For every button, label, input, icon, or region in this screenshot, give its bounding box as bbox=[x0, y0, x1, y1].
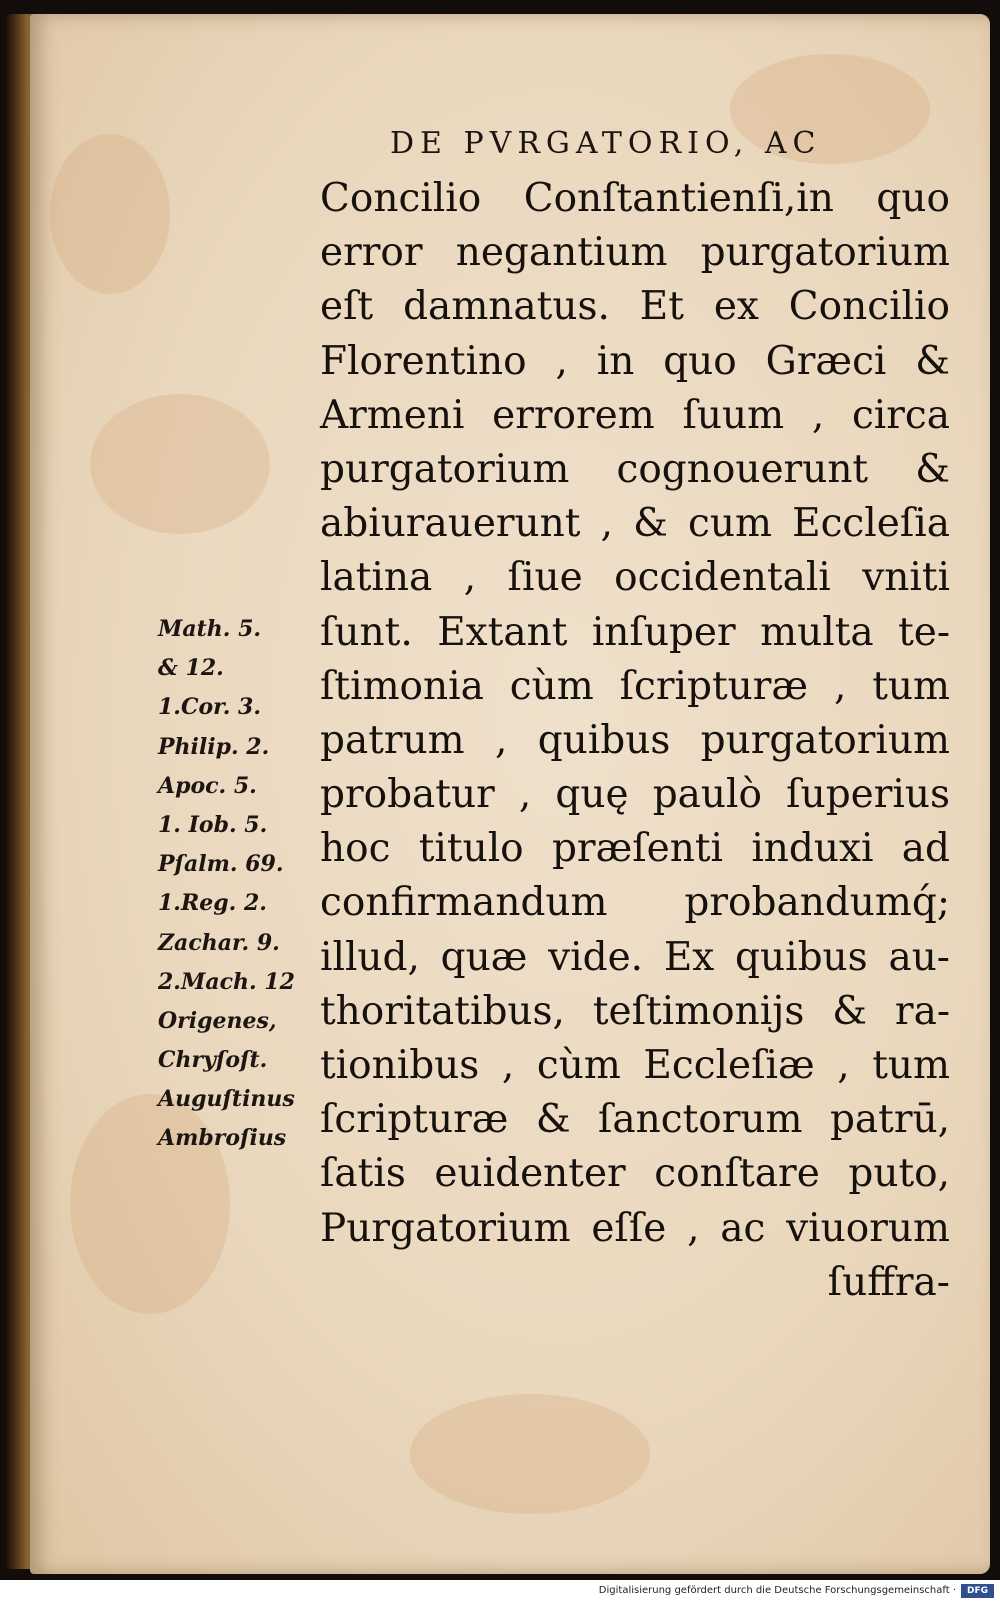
text-line: Armeni errorem ſuum , circa bbox=[320, 392, 950, 438]
margin-note: Math. 5. bbox=[158, 616, 262, 642]
body-text bbox=[320, 172, 950, 1310]
margin-note: Origenes, bbox=[158, 1007, 277, 1034]
text-line: ſcripturæ & ſanctorum patrū, bbox=[320, 1097, 950, 1143]
paper-stain bbox=[90, 394, 270, 534]
margin-note: 1.Reg. 2. bbox=[158, 890, 267, 917]
text-line: ſtimonia cùm ſcripturæ , tum bbox=[320, 663, 950, 709]
text-line: thoritatibus, teſtimonijs & ra- bbox=[320, 988, 950, 1034]
text-line: probatur , quę paulò ſuperius bbox=[320, 772, 950, 818]
margin-note: 1. Iob. 5. bbox=[158, 811, 268, 838]
text-line: patrum , quibus purgatorium bbox=[320, 717, 950, 763]
margin-note: Auguſtinus bbox=[158, 1086, 295, 1113]
digitization-credit: Digitalisierung gefördert durch die Deutsche Forschungsgemeinschaft · bbox=[598, 1585, 956, 1596]
text-line: hoc titulo præſenti induxi ad bbox=[320, 826, 950, 872]
text-line: Concilio Conſtantienſi,in quo bbox=[320, 176, 950, 221]
book-page bbox=[30, 14, 990, 1574]
catchword: ſuffra- bbox=[827, 1259, 950, 1305]
text-line: ſatis euidenter conſtare puto, bbox=[320, 1151, 950, 1197]
margin-notes bbox=[158, 610, 318, 1159]
text-line: ſunt. Extant inſuper multa te- bbox=[320, 609, 950, 655]
margin-note: Ambroſius bbox=[158, 1125, 287, 1152]
dfg-logo: DFG bbox=[961, 1584, 994, 1598]
text-line: latina , ſiue occidentali vniti bbox=[320, 555, 950, 601]
text-line: illud, quæ vide. Ex quibus au- bbox=[320, 934, 950, 980]
margin-note: Apoc. 5. bbox=[158, 772, 257, 799]
margin-note: & 12. bbox=[158, 655, 224, 682]
text-line: purgatorium cognouerunt & bbox=[320, 446, 950, 492]
margin-note: Pſalm. 69. bbox=[158, 851, 284, 878]
text-line: eſt damnatus. Et ex Concilio bbox=[320, 284, 950, 330]
text-line: abiurauerunt , & cum Eccleſia bbox=[320, 501, 950, 547]
margin-note: 2.Mach. 12 bbox=[158, 968, 295, 995]
paper-stain bbox=[410, 1394, 650, 1514]
margin-note: Zachar. 9. bbox=[158, 929, 280, 956]
paper-stain bbox=[50, 134, 170, 294]
margin-note: Philip. 2. bbox=[158, 733, 270, 760]
running-head: DE PVRGATORIO, AC bbox=[390, 126, 822, 161]
text-line: Purgatorium eſſe , ac viuorum bbox=[320, 1205, 950, 1251]
margin-note: 1.Cor. 3. bbox=[158, 694, 262, 721]
text-line: tionibus , cùm Eccleſiæ , tum bbox=[320, 1043, 950, 1088]
text-line: Florentino , in quo Græci & bbox=[320, 338, 950, 384]
text-line: confirmandum probandumq́; bbox=[320, 880, 950, 926]
text-line: error negantium purgatorium bbox=[320, 230, 950, 276]
margin-note: Chryſoſt. bbox=[158, 1047, 268, 1074]
